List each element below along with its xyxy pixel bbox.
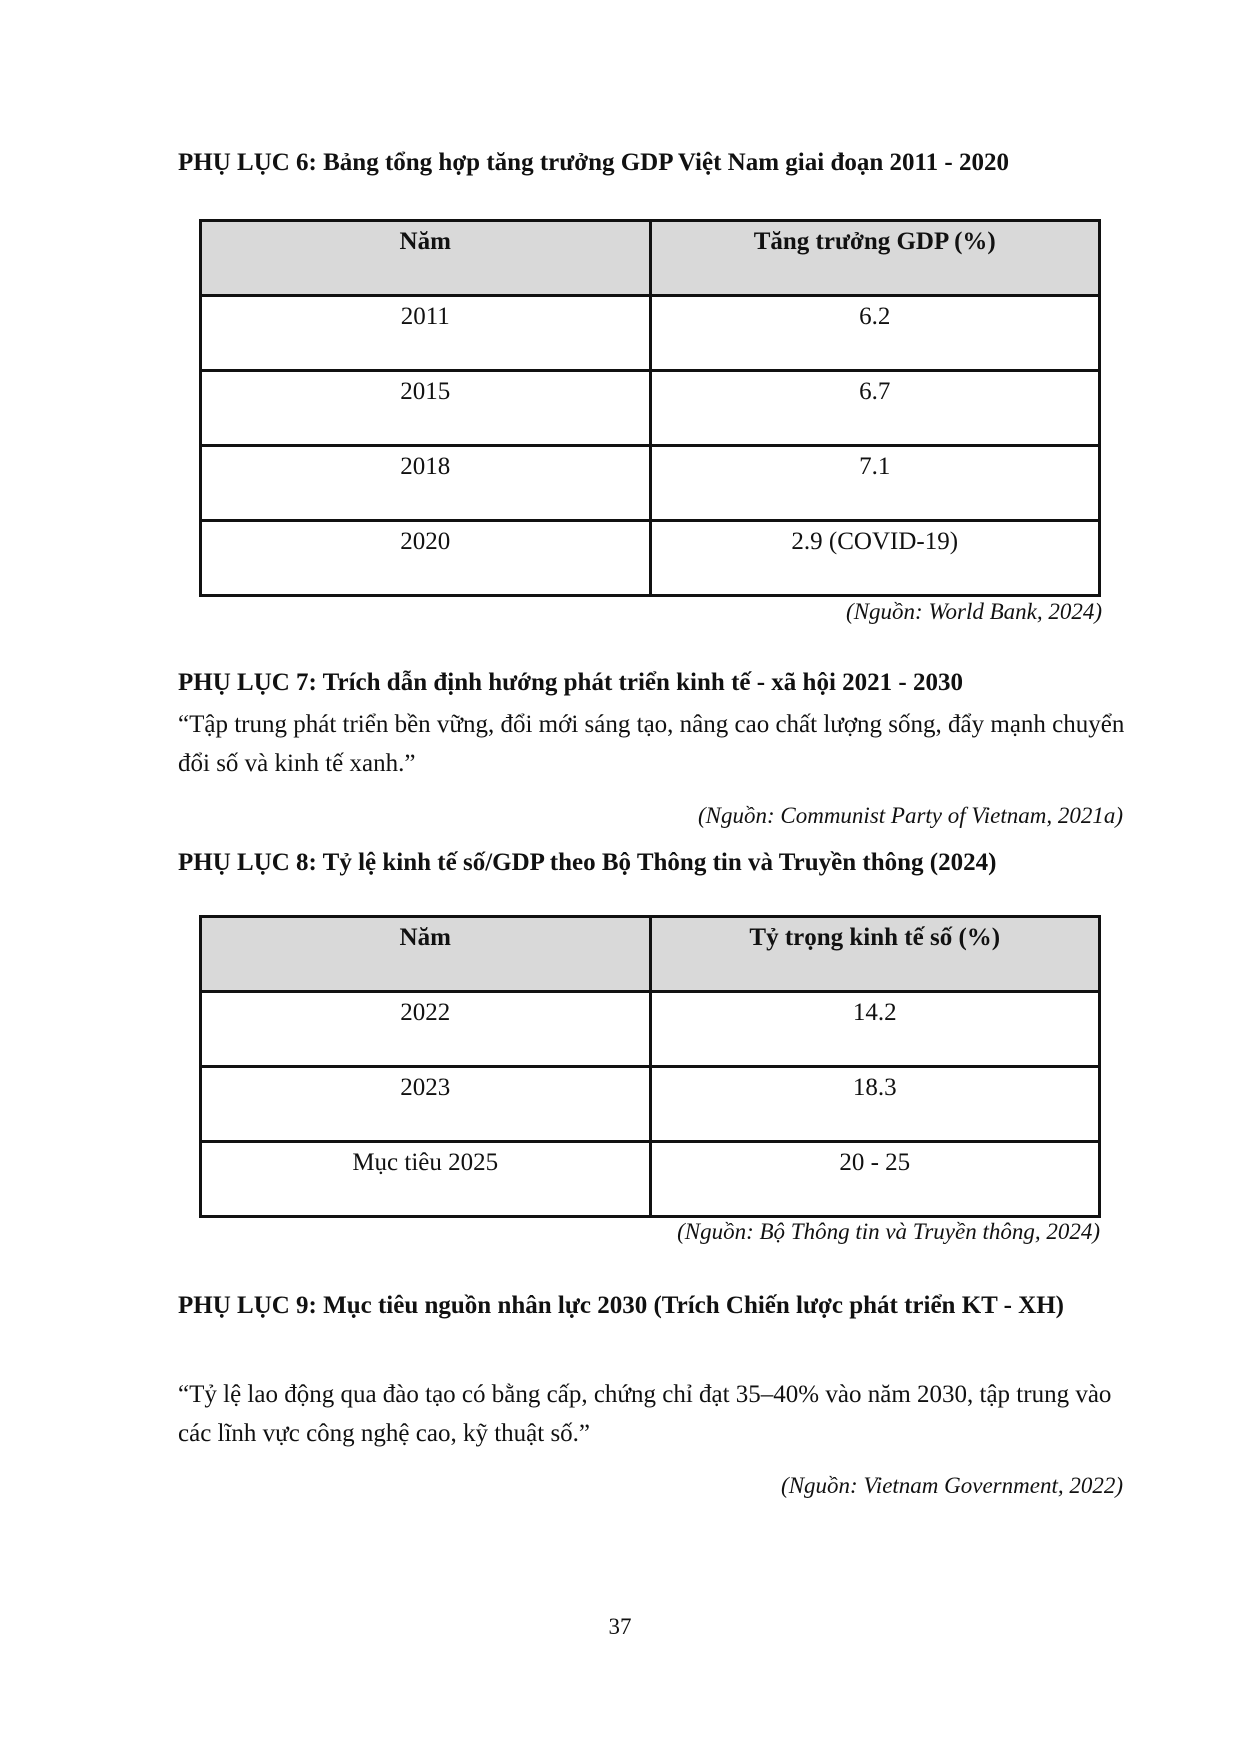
gdp-growth-table: [199, 219, 1101, 597]
table-cell: 2.9 (COVID-19): [650, 521, 1100, 596]
table-row: [201, 1142, 1100, 1217]
table-cell: 2022: [201, 992, 651, 1067]
table-header-row: [201, 221, 1100, 296]
table-row: [201, 992, 1100, 1067]
digital-economy-table: [199, 915, 1101, 1218]
appendix-9-heading: PHỤ LỤC 9: Mục tiêu nguồn nhân lực 2030 (Trích Chiến lược phát triển KT - XH): [178, 1292, 1065, 1319]
table-row: [201, 446, 1100, 521]
table-cell: 2020: [201, 521, 651, 596]
column-header: Tỷ trọng kinh tế số (%): [650, 917, 1100, 992]
column-header: Tăng trưởng GDP (%): [650, 221, 1100, 296]
appendix-8-heading: PHỤ LỤC 8: Tỷ lệ kinh tế số/GDP theo Bộ Thông tin và Truyền thông (2024): [178, 849, 997, 876]
column-header: Năm: [201, 221, 651, 296]
table-cell: 6.7: [650, 371, 1100, 446]
table-cell: 2015: [201, 371, 651, 446]
table-cell: 18.3: [650, 1067, 1100, 1142]
appendix-8-source: (Nguồn: Bộ Thông tin và Truyền thông, 2024): [677, 1219, 1100, 1244]
table-cell: 2023: [201, 1067, 651, 1142]
table-cell: 20 - 25: [650, 1142, 1100, 1217]
table-row: [201, 521, 1100, 596]
appendix-9-quote: “Tỷ lệ lao động qua đào tạo có bằng cấp, chứng chỉ đạt 35–40% vào năm 2030, tập trung vào các lĩnh vực công nghệ cao, kỹ thuật số.”: [178, 1381, 1112, 1447]
table-cell: 2011: [201, 296, 651, 371]
appendix-7-source: (Nguồn: Communist Party of Vietnam, 2021a): [697, 803, 1123, 828]
table-cell: 6.2: [650, 296, 1100, 371]
appendix-9-source: (Nguồn: Vietnam Government, 2022): [781, 1473, 1123, 1498]
table-cell: 14.2: [650, 992, 1100, 1067]
table-cell: Mục tiêu 2025: [201, 1142, 651, 1217]
table-row: [201, 371, 1100, 446]
table-header-row: [201, 917, 1100, 992]
table-cell: 2018: [201, 446, 651, 521]
appendix-7-heading: PHỤ LỤC 7: Trích dẫn định hướng phát triển kinh tế - xã hội 2021 - 2030: [178, 669, 963, 696]
appendix-6-source: (Nguồn: World Bank, 2024): [846, 599, 1102, 624]
table-row: [201, 296, 1100, 371]
table-cell: 7.1: [650, 446, 1100, 521]
appendix-6-heading: PHỤ LỤC 6: Bảng tổng hợp tăng trưởng GDP Việt Nam giai đoạn 2011 - 2020: [178, 149, 1009, 176]
appendix-7-quote: “Tập trung phát triển bền vững, đổi mới sáng tạo, nâng cao chất lượng sống, đẩy mạnh chuyển đổi số và kinh tế xanh.”: [178, 711, 1125, 777]
table-row: [201, 1067, 1100, 1142]
column-header: Năm: [201, 917, 651, 992]
page-number: 37: [608, 1614, 632, 1639]
